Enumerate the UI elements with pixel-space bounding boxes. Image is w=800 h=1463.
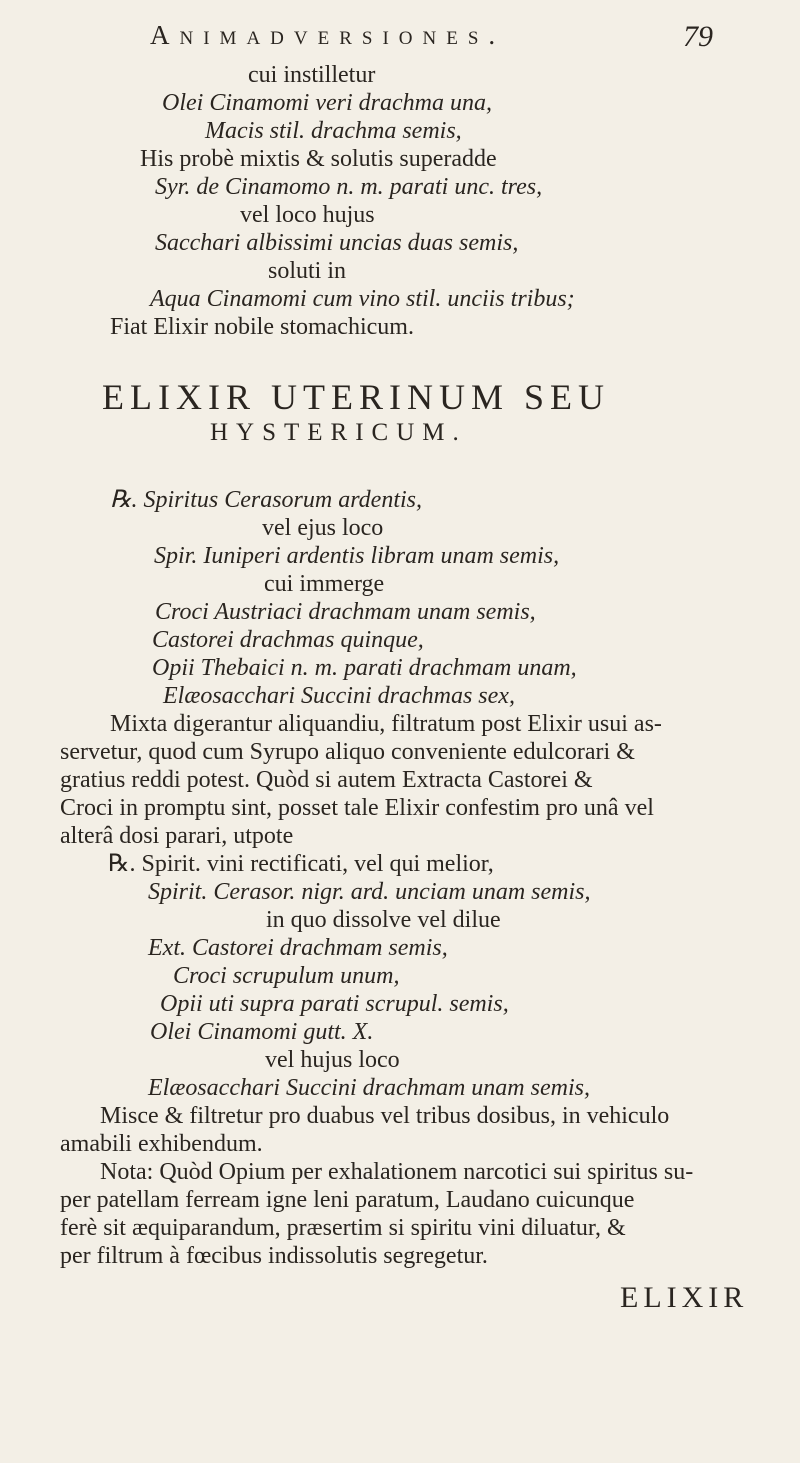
text-line: vel hujus loco [265,1047,400,1073]
text-line: Spirit. Cerasor. nigr. ard. unciam unam semis, [148,879,591,905]
text-line: ℞. Spirit. vini rectificati, vel qui melior, [108,851,494,877]
text-line: Misce & filtretur pro duabus vel tribus dosibus, in vehiculo [100,1103,670,1129]
text-line: vel ejus loco [262,515,384,541]
text-line: Opii uti supra parati scrupul. semis, [160,991,509,1017]
text-line: His probè mixtis & solutis superadde [140,146,497,172]
text-line: Aqua Cinamomi cum vino stil. unciis tribus; [150,286,575,312]
text-line: Fiat Elixir nobile stomachicum. [110,314,414,340]
text-line: Elæosacchari Succini drachmas sex, [163,683,515,709]
catchword: ELIXIR [620,1281,749,1314]
text-line: Sacchari albissimi uncias duas semis, [155,230,519,256]
text-line: Croci scrupulum unum, [173,963,400,989]
text-line: per patellam ferream igne leni paratum, Laudano cuicunque [60,1187,635,1213]
running-title: Animadversiones. [150,20,506,50]
text-line: Elæosacchari Succini drachmam unam semis, [148,1075,590,1101]
text-line: cui immerge [264,571,385,597]
page-number: 79 [683,20,713,53]
text-line: Mixta digerantur aliquandiu, filtratum post Elixir usui as- [110,711,662,737]
text-line: Ext. Castorei drachmam semis, [148,935,448,961]
text-line: per filtrum à fœcibus indissolutis segregetur. [60,1243,488,1269]
text-line: ℞. Spiritus Cerasorum ardentis, [110,487,422,513]
text-line: servetur, quod cum Syrupo aliquo conveniente edulcorari & [60,739,635,765]
text-line: cui instilletur [248,62,376,88]
text-line: gratius reddi potest. Quòd si autem Extracta Castorei & [60,767,593,793]
section-title: ELIXIR UTERINUM SEU [102,377,610,417]
text-line: alterâ dosi parari, utpote [60,823,294,849]
text-line: in quo dissolve vel dilue [266,907,501,933]
text-line: Castorei drachmas quinque, [152,627,424,653]
text-line: Olei Cinamomi veri drachma una, [162,90,492,116]
text-line: Syr. de Cinamomo n. m. parati unc. tres, [155,174,543,200]
text-line: Opii Thebaici n. m. parati drachmam unam, [152,655,577,681]
text-line: soluti in [268,258,347,284]
text-line: Croci in promptu sint, posset tale Elixir confestim pro unâ vel [60,795,654,821]
text-line: vel loco hujus [240,202,375,228]
text-line: amabili exhibendum. [60,1131,263,1157]
text-line: ferè sit æquiparandum, præsertim si spiritu vini diluatur, & [60,1215,626,1241]
text-line: Croci Austriaci drachmam unam semis, [155,599,536,625]
section-subtitle: HYSTERICUM. [210,419,467,446]
running-head [0,18,800,58]
text-line: Olei Cinamomi gutt. X. [150,1019,374,1045]
text-line: Spir. Iuniperi ardentis libram unam semis, [154,543,560,569]
text-line: Nota: Quòd Opium per exhalationem narcotici sui spiritus su- [100,1159,694,1185]
text-line: Macis stil. drachma semis, [205,118,462,144]
